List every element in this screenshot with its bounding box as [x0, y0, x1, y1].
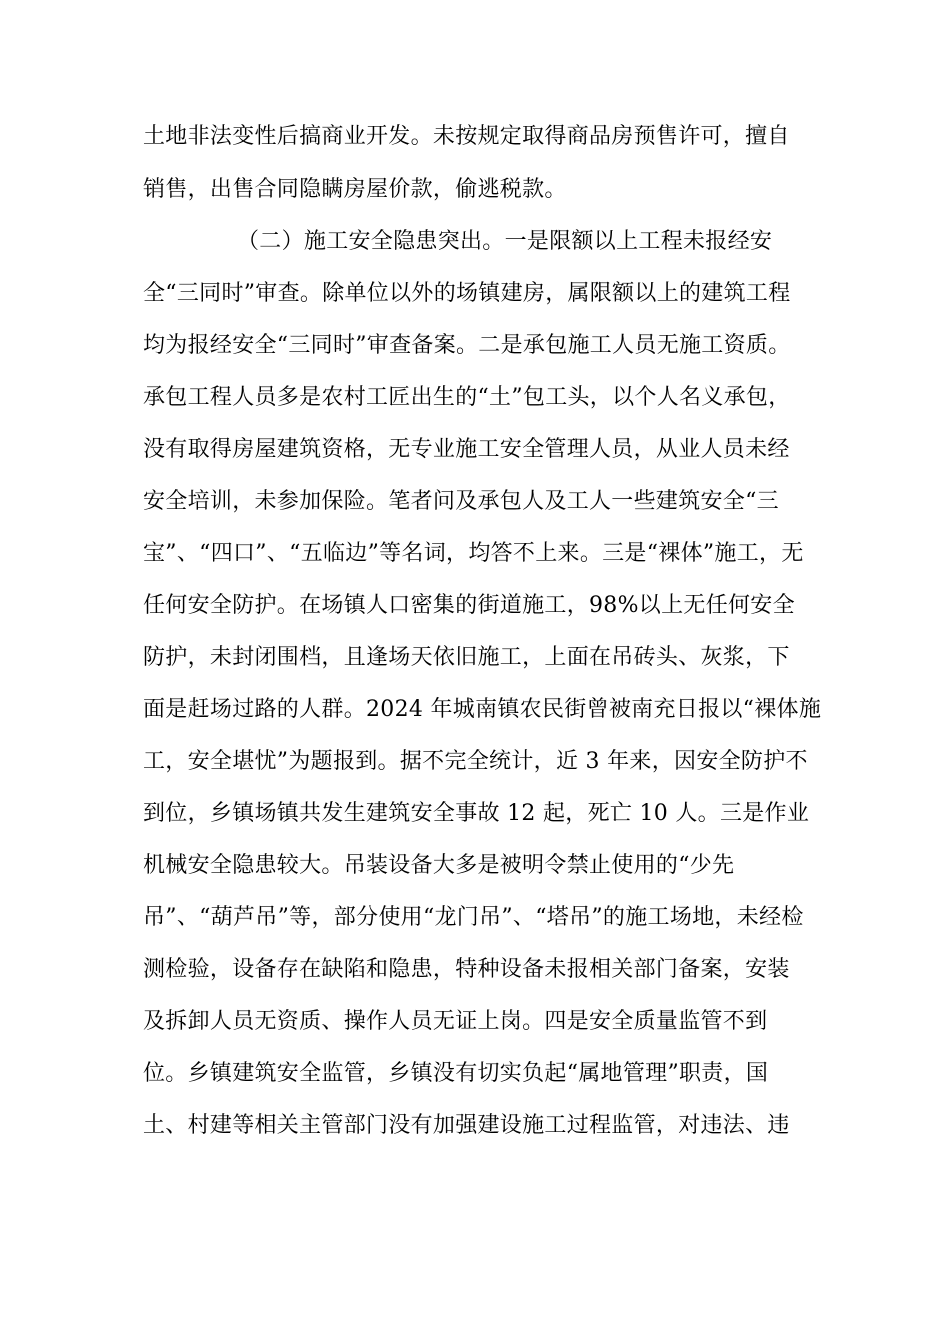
text-line-10: 任何安全防护。在场镇人口密集的街道施工，98%以上无任何安全	[143, 593, 795, 618]
text-line-16: 吊”、“葫芦吊”等，部分使用“龙门吊”、“塔吊”的施工场地，未经检	[143, 905, 804, 930]
text-line-20: 土、村建等相关主管部门没有加强建设施工过程监管，对违法、违	[143, 1113, 790, 1138]
section-heading-line: （二）施工安全隐患突出。一是限额以上工程未报经安	[237, 229, 773, 254]
text-line-5: 均为报经安全“三同时”审查备案。二是承包施工人员无施工资质。	[143, 333, 791, 358]
text-line-9: 宝”、“四口”、“五临边”等名词，均答不上来。三是“裸体”施工，无	[143, 541, 804, 566]
text-line-12: 面是赶场过路的人群。2024 年城南镇农民街曾被南充日报以“裸体施	[143, 697, 822, 722]
text-line-4: 全“三同时”审查。除单位以外的场镇建房，属限额以上的建筑工程	[143, 281, 791, 306]
text-line-8: 安全培训，未参加保险。笔者问及承包人及工人一些建筑安全“三	[143, 489, 779, 514]
text-line-2: 销售，出售合同隐瞒房屋价款，偷逃税款。	[143, 177, 567, 202]
text-line-1: 土地非法变性后搞商业开发。未按规定取得商品房预售许可，擅自	[143, 124, 790, 149]
text-line-17: 测检验，设备存在缺陷和隐患，特种设备未报相关部门备案，安装	[143, 957, 790, 982]
text-line-14: 到位，乡镇场镇共发生建筑安全事故 12 起，死亡 10 人。三是作业	[143, 801, 810, 826]
text-line-13: 工，安全堪忧”为题报到。据不完全统计，近 3 年来，因安全防护不	[143, 749, 808, 774]
text-line-11: 防护，未封闭围档，且逢场天依旧施工，上面在吊砖头、灰浆，下	[143, 645, 790, 670]
text-line-15: 机械安全隐患较大。吊装设备大多是被明令禁止使用的“少先	[143, 853, 735, 878]
text-line-19: 位。乡镇建筑安全监管，乡镇没有切实负起“属地管理”职责，国	[143, 1061, 769, 1086]
text-line-6: 承包工程人员多是农村工匠出生的“土”包工头，以个人名义承包，	[143, 385, 791, 410]
text-line-18: 及拆卸人员无资质、操作人员无证上岗。四是安全质量监管不到	[143, 1009, 768, 1034]
text-line-7: 没有取得房屋建筑资格，无专业施工安全管理人员，从业人员未经	[143, 437, 790, 462]
